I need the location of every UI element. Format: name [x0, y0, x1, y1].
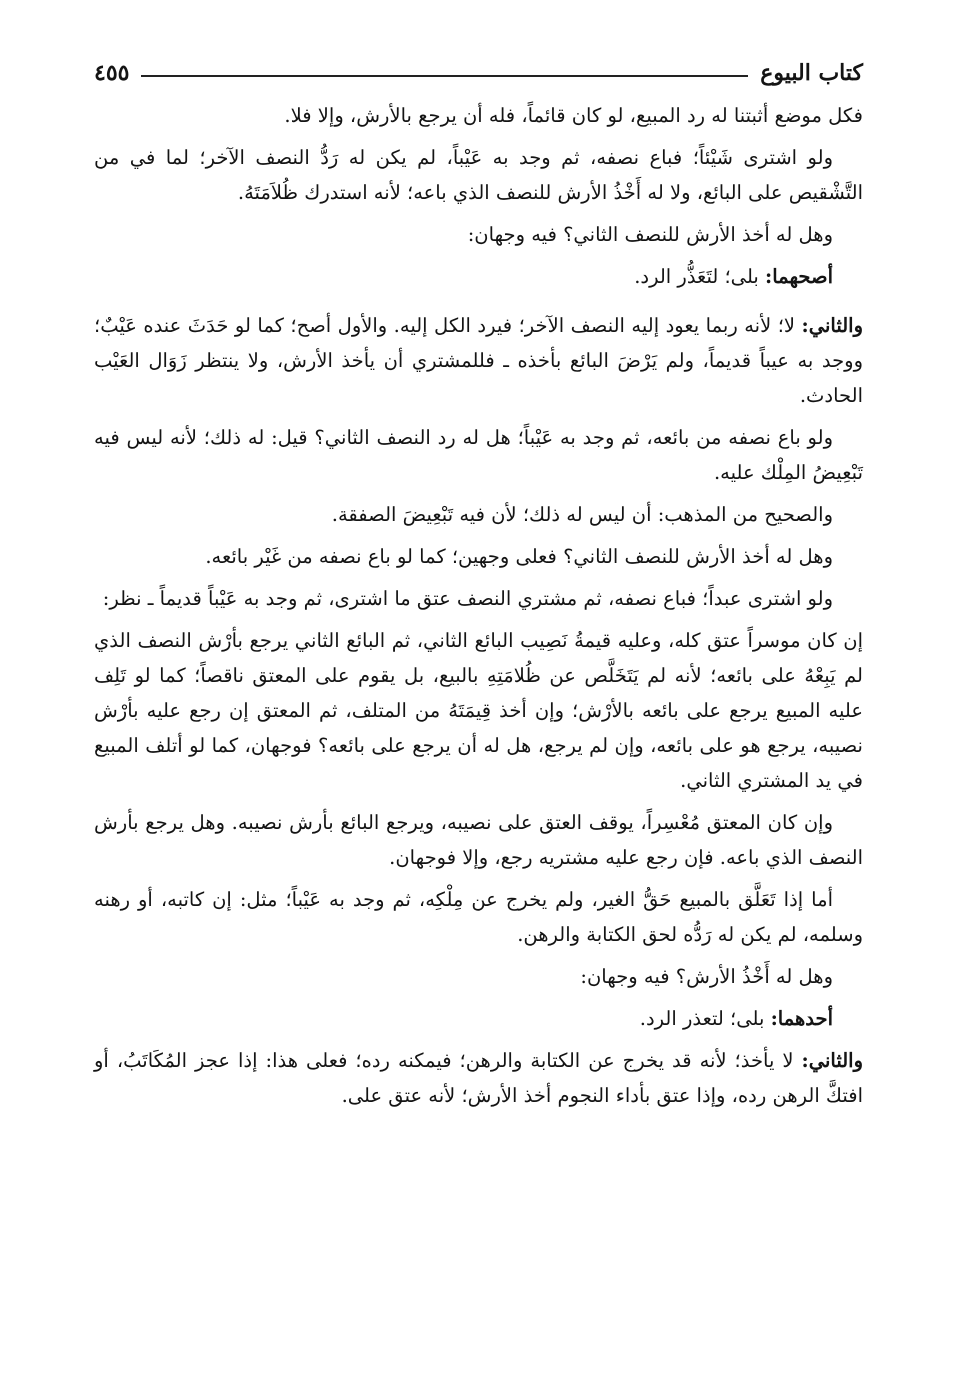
- paragraph: والثاني: لا يأخذ؛ لأنه قد يخرج عن الكتابة والرهن؛ فيمكنه رده؛ فعلى هذا: إذا عجز المُكَاتَبُ، أو افتكَّ الرهن رده، وإذا عتق بأداء النجوم أخذ الأرش؛ لأنه عتق على.: [94, 1049, 863, 1107]
- paragraph: ولو باع نصفه من بائعه، ثم وجد به عَيْباً؛ هل له رد النصف الثاني؟ قيل: له ذلك؛ لأنه ليس فيه تَبْعِيضُ المِلْك عليه.: [94, 426, 863, 484]
- paragraph: وهل له أخذ الأرش للنصف الثاني؟ فعلى وجهين؛ كما لو باع نصفه من غَيْر بائعه.: [205, 545, 833, 568]
- paragraph: وإن كان المعتق مُعْسِراً، يوقف العتق على نصيبه، ويرجع البائع بأرش نصيبه. وهل يرجع بأرش النصف الذي باعه. فإن رجع عليه مشتريه رجع، وإلا فوجهان.: [94, 811, 863, 869]
- paragraph: ولو اشترى شَيْئاً؛ فباع نصفه، ثم وجد به عَيْباً، لم يكن له رَدُّ النصف الآخر؛ لما في من التَّشْقيص على البائع، ولا له أَخْذُ الأرش للنصف الذي باعه؛ لأنه استدرك ظُلاَمَتَهُ.: [94, 146, 863, 204]
- page-header: [94, 52, 863, 86]
- paragraph-lead: أصحهما:: [765, 265, 833, 288]
- paragraph: وهل له أَخْذُ الأرش؟ فيه وجهان:: [580, 965, 833, 988]
- paragraph: إن كان موسراً عتق كله، وعليه قيمةُ نَصِيب البائع الثاني، ثم البائع الثاني يرجع بأرْش النصف الذي لم يَبِعْهُ على بائعه؛ لأنه لم يَتَخَلَّص عن ظُلامَتِهِ بالبيع، بل يقوم على المعتق ناقصاً؛ كما لو تَلِف عليه المبيع يرجع على بائعه بالأرْش؛ وإن أخذ قِيمَتَهُ من المتلف، ثم المعتق إن رجع عليه بأرْش نصيبه، يرجع هو على بائعه، وإن لم يرجع، هل له أن يرجع على بائعه؟ فوجهان، كما لو أتلف المبيع في يد المشتري الثاني.: [94, 629, 863, 792]
- paragraph: أصحهما: بلى؛ لتَعَذُّر الرد.: [634, 265, 833, 288]
- paragraph: وهل له أخذ الأرش للنصف الثاني؟ فيه وجهان:: [467, 223, 833, 246]
- paragraph-lead: والثاني:: [801, 1049, 863, 1072]
- paragraph-lead: أحدهما:: [770, 1007, 833, 1030]
- page-number: ٤٥٥: [94, 60, 130, 86]
- header-rule: [141, 75, 748, 77]
- paragraph: والثاني: لا؛ لأنه ربما يعود إليه النصف الآخر؛ فيرد الكل إليه. والأول أصح؛ كما لو حَدَثَ عنده عَيْبٌ؛ ووجد به عيباً قديماً، ولم يَرْضَ البائع بأخذه ـ فللمشتري أن يأخذ الأرش، ولا ينتظر زَوَال العَيْب الحادث.: [94, 314, 863, 407]
- paragraph: ولو اشترى عبداً؛ فباع نصفه، ثم مشتري النصف عتق ما اشترى، ثم وجد به عَيْباً قديماً ـ نظر:: [102, 587, 833, 610]
- paragraph: أحدهما: بلى؛ لتعذر الرد.: [639, 1007, 833, 1030]
- paragraph-lead: والثاني:: [801, 314, 863, 337]
- book-title: كتاب البيوع: [760, 60, 863, 86]
- paragraph: فكل موضع أثبتنا له رد المبيع، لو كان قائماً، فله أن يرجع بالأرش، وإلا فلا.: [284, 104, 863, 127]
- paragraph: والصحيح من المذهب: أن ليس له ذلك؛ لأن فيه تَبْعِيضَ الصفقة.: [331, 503, 833, 526]
- page-body: [94, 98, 863, 1113]
- paragraph: أما إذا تَعَلَّق بالمبيع حَقُّ الغير، ولم يخرج عن مِلْكِه، ثم وجد به عَيْباً؛ مثل: إن كاتبه، أو رهنه وسلمه، لم يكن له رَدُّه لحق الكتابة والرهن.: [94, 888, 863, 946]
